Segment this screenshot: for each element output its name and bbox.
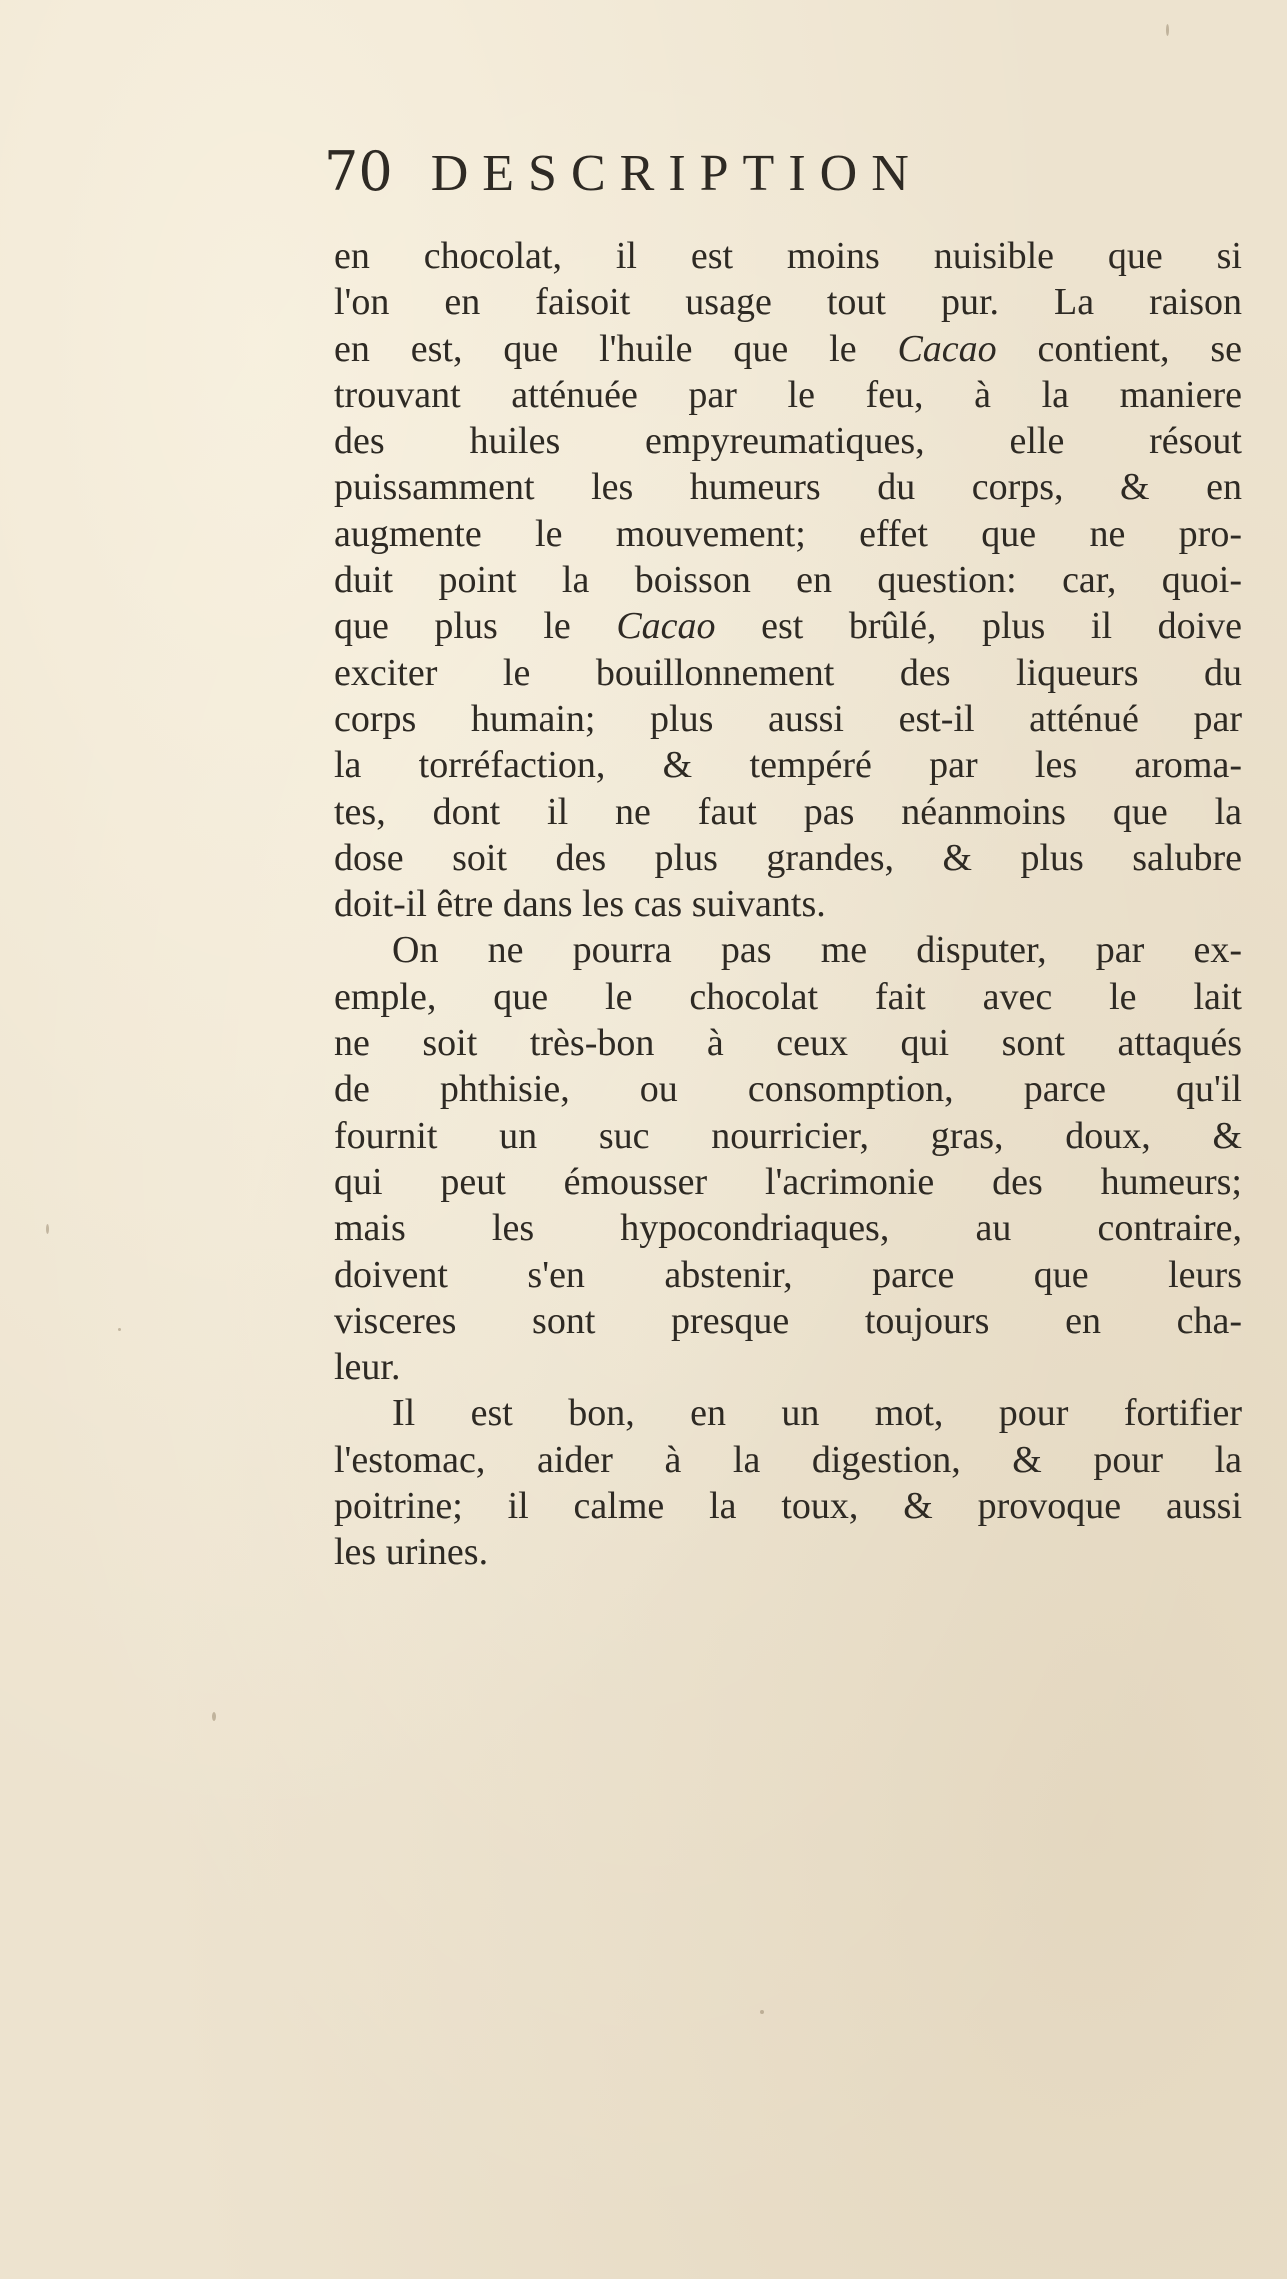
text-line: exciter le bouillonnement des liqueurs du [334, 651, 1242, 694]
text-line: trouvant atténuée par le feu, à la maniere [334, 373, 1242, 416]
text-line: qui peut émousser l'acrimonie des humeurs; [334, 1160, 1242, 1203]
text-line: doivent s'en abstenir, parce que leurs [334, 1253, 1242, 1296]
text-line: des huiles empyreumatiques, elle résout [334, 420, 1242, 463]
text-line: visceres sont presque toujours en cha- [334, 1299, 1242, 1342]
text-line: dose soit des plus grandes, & plus salubre [334, 836, 1242, 879]
italic-term: Cacao [616, 605, 716, 648]
paper-speck [118, 1328, 121, 1331]
text-line: que plus le Cacao est brûlé, plus il doive [334, 605, 1242, 648]
text-line: les urines. [334, 1531, 489, 1574]
text-line: en chocolat, il est moins nuisible que si [334, 235, 1242, 277]
text-line: augmente le mouvement; effet que ne pro- [334, 512, 1242, 555]
paper-speck [1166, 24, 1169, 36]
text-line: emple, que le chocolat fait avec le lait [334, 975, 1242, 1018]
text-line: l'estomac, aider à la digestion, & pour la [334, 1438, 1242, 1481]
text-line: puissamment les humeurs du corps, & en [334, 466, 1242, 509]
text-line: l'on en faisoit usage tout pur. La raison [334, 281, 1242, 324]
text-line: poitrine; il calme la toux, & provoque aussi [334, 1485, 1242, 1528]
text-line: duit point la boisson en question: car, quoi- [334, 559, 1242, 602]
text-line: leur. [334, 1346, 401, 1389]
text-line: Il est bon, en un mot, pour fortifier [392, 1392, 1242, 1435]
text-line: doit-il être dans les cas suivants. [334, 883, 826, 926]
text-line: fournit un suc nourricier, gras, doux, & [334, 1114, 1242, 1157]
text-line: en est, que l'huile que le Cacao contient, se [334, 327, 1242, 370]
text-line: On ne pourra pas me disputer, par ex- [392, 929, 1242, 972]
text-line: de phthisie, ou consomption, parce qu'il [334, 1068, 1242, 1111]
page-header [324, 140, 1224, 210]
italic-term: Cacao [897, 327, 997, 370]
text-line: la torréfaction, & tempéré par les aroma- [334, 744, 1242, 787]
text-line: tes, dont il ne faut pas néanmoins que la [334, 790, 1242, 833]
text-line: corps humain; plus aussi est-il atténué par [334, 697, 1242, 740]
paper-speck [212, 1712, 216, 1721]
text-line: mais les hypocondriaques, au contraire, [334, 1207, 1242, 1250]
page-number: 70 [324, 140, 393, 203]
paper-speck [46, 1224, 49, 1234]
paper-speck [760, 2010, 764, 2014]
text-line: ne soit très-bon à ceux qui sont attaqués [334, 1022, 1242, 1065]
running-title: DESCRIPTION [430, 145, 923, 202]
body-text [334, 233, 1242, 1576]
